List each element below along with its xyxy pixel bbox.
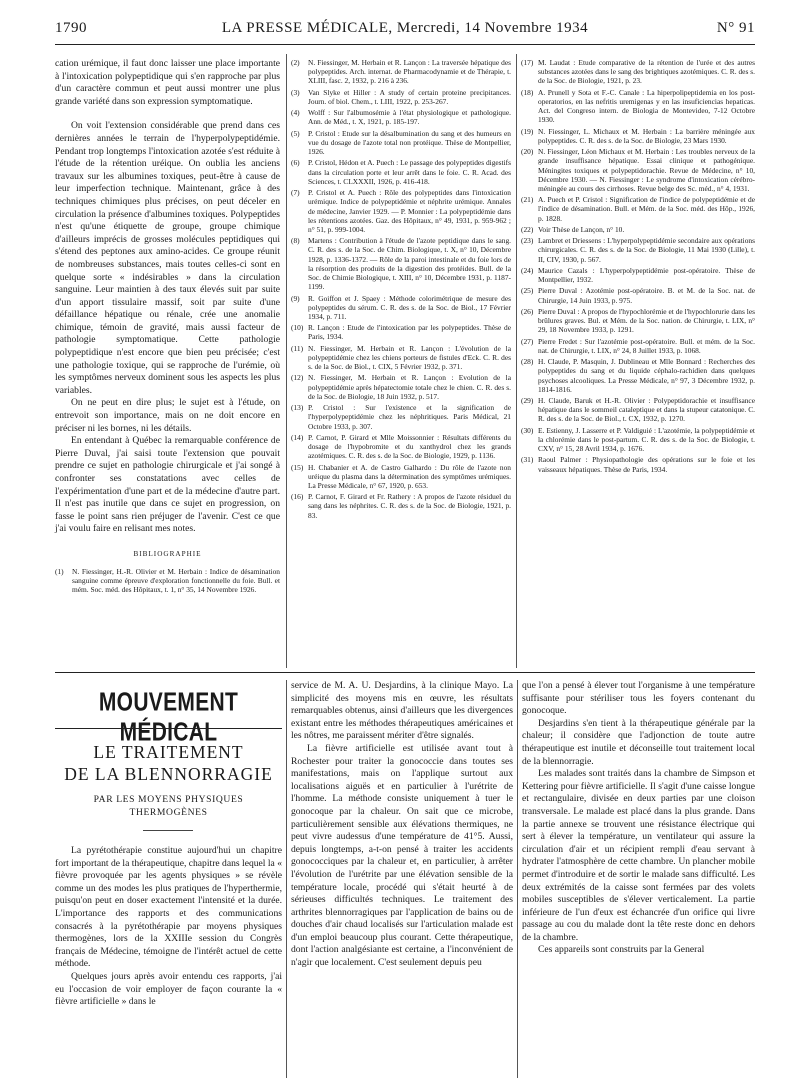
reference-number: (28) [521, 357, 534, 367]
reference-text: Wolff : Sur l'albumosémie à l'état physiologique et pathologique. Ann. de Méd., t. X, 1921, p. 185-197. [308, 108, 511, 127]
reference-number: (31) [521, 455, 534, 465]
reference-text: P. Carnot, F. Girard et Fr. Rathery : A propos de l'azote résiduel du sang dans les néphrites. C. R. des s. de la Soc. de Biologie, 1921, p. 83. [308, 492, 511, 520]
reference-item [521, 88, 755, 125]
paragraph: Ces appareils sont construits par la General [538, 944, 705, 956]
reference-number: (19) [521, 126, 534, 136]
reference-text: M. Laudat : Etude comparative de la rétention de l'urée et des autres substances azotées dans le sang des brightiques azotémiques. C. R. des s. de la Soc. de Biologie, 1921, p. 23. [538, 58, 755, 86]
reference-number: (13) [291, 403, 304, 413]
header-rule [55, 44, 755, 45]
title-divider [143, 830, 193, 831]
reference-text: Maurice Cazals : L'hyperpolypeptidémie post-opératoire. Thèse de Montpellier, 1932. [538, 265, 755, 285]
reference-text: A. Prunell y Sota et F.-C. Canale : La hiperpolipeptidemia en los post-operatorios, en las nefritis uremigenas y en las insuficiencias hepaticas. Act. del Congreso intern. de Biologia de Montevideo, 7-12 Octobre 1930. [538, 87, 755, 125]
reference-text: R. Lançon : Etude de l'intoxication par les polypeptides. Thèse de Paris, 1934. [308, 323, 511, 342]
reference-number: (25) [521, 286, 534, 296]
reference-number: (22) [521, 224, 534, 234]
reference-text: N. Fiessinger, M. Herbain et R. Lançon : Evolution de la polypeptidémie après hépatectomie totale chez le chien. C. R. des s. de la Soc. de Biologie, 18 Juin 1932, p. 517. [308, 373, 511, 401]
reference-item [291, 294, 511, 322]
reference-item [521, 396, 755, 424]
reference-number: (30) [521, 425, 534, 435]
reference-item [291, 129, 511, 157]
paragraph: service de M. A. U. Desjardins, à la clinique Mayo. La simplicité des moyens mis en œuvre, les résultats remarquables obtenus, ainsi d'ailleurs que les divergences existant entre les méthodes thérapeutiques américaines et les nôtres, me paraissent mériter d'être signalés. [291, 680, 513, 742]
reference-number: (16) [291, 492, 304, 502]
reference-text: N. Fiessinger, L. Michaux et M. Herbain : La barrière méningée aux polypeptides. C. R. des s. de la Soc. de Biologie, 23 Mars 1930. [538, 126, 755, 145]
journal-title: LA PRESSE MÉDICALE, Mercredi, 14 Novembre 1934 [221, 20, 589, 36]
reference-item [291, 188, 511, 234]
paragraph: que l'on a pensé à élever tout l'organisme à une température suffisante pour stériliser tous les foyers contenant du gonocoque. [522, 680, 755, 717]
reference-number: (7) [291, 188, 300, 198]
column-divider [286, 680, 287, 1078]
reference-number: (5) [291, 128, 300, 138]
reference-item [521, 266, 755, 284]
reference-number: (29) [521, 396, 534, 406]
reference-number: (3) [291, 87, 300, 97]
column-divider [517, 680, 518, 1078]
reference-number: (8) [291, 236, 300, 246]
section-title-rule [55, 728, 282, 729]
reference-item [521, 357, 755, 394]
reference-number: (17) [521, 58, 534, 67]
reference-number: (1) [55, 566, 64, 576]
reference-text: N. Fiessinger, M. Herbain et R. Lançon : La traversée hépatique des polypeptides. Arch. internat. de Pharmacodynamie et de Thérapie, t. XLIII, fasc. 2, 1932, p. 216 à 236. [308, 58, 511, 86]
article-middle-column [291, 680, 513, 970]
reference-number: (6) [291, 158, 300, 168]
reference-text: P. Cristol et A. Puech : Rôle des polypeptides dans l'intoxication urémique. Indice de polypeptidémie et néphrite urémique. Annales de médecine, Janvier 1929. — P. Monnier : La polypeptidémie dans les rétentions azotées. Gaz. des Hôpitaux, n° 49, 1931, p. 959-962 ; n° 51, p. 999-1004. [308, 188, 511, 234]
reference-item [291, 323, 511, 341]
reference-number: (20) [521, 147, 534, 157]
references-middle-column [291, 58, 511, 522]
reference-number: (23) [521, 236, 534, 246]
reference-text: A. Puech et P. Cristol : Signification de l'indice de polypeptidémie et de l'indice de désamination. Bull. et Mém. de la Soc. méd. des Hôp., 1926, p. 1828. [538, 195, 755, 223]
reference-text: Martens : Contribution à l'étude de l'azote peptidique dans le sang. C. R. des s. de la Soc. de Chim. Biologique, t. X, n° 10, Décembre 1928, p. 1336-1372. — Rôle de la paroi intestinale et du foie lors de la résorption des produits de la digestion des protéides. Bull. de la Soc. de Chimie Biologique, t. XIII, n° 10, Décembre 1931, p. 1187-1199. [308, 236, 511, 292]
reference-text: Raoul Palmer : Physiopathologie des opérations sur le foie et les vaisseaux hépatiques. Thèse de Paris, 1934. [538, 455, 755, 474]
page-header [55, 12, 755, 42]
issue-number: N° 91 [716, 20, 755, 36]
paragraph: Desjardins s'en tient à la thérapeutique générale par la chaleur; il considère que l'adjonction de toute autre thérapeutique est inutile et déconseille tout traitement local de la blennorragie. [522, 717, 755, 767]
reference-text: Lambret et Driessens : L'hyperpolypeptidémie secondaire aux opérations chirurgicales. C. R. des s. de la Soc. de Biologie, 11 Mai 1930 (Lille), t. II, CIV, 1930, p. 567. [538, 236, 755, 264]
reference-number: (26) [521, 306, 534, 316]
reference-item [291, 492, 511, 520]
reference-text: H. Chabanier et A. de Castro Galhardo : Du rôle de l'azote non uréique du plasma dans la détermination des symptômes urémiques. La Presse Médicale, n° 67, 1920, p. 653. [308, 462, 511, 490]
reference-item [291, 108, 511, 126]
top-left-column [55, 58, 280, 596]
article-title-line2: DE LA BLENNORRAGIE [64, 764, 273, 784]
reference-item [521, 225, 755, 234]
reference-item [521, 307, 755, 335]
paragraph: Quelques jours après avoir entendu ces rapports, j'ai eu l'occasion de voir employer de façon courante la « fièvre artificielle » dans le [55, 970, 282, 1008]
paragraph: La fièvre artificielle est utilisée avant tout à Rochester pour traiter la gonococcie dans toutes ses manifestations, mais on l'applique surtout aux localisations aiguës et en particulier à l'urétrite de l'homme. La méthode consiste uniquement à tuer le gonocoque par la chaleur. On sait que ce microbe, particulièrement sensible aux élévations thermiques, ne peut vivre audessus d'une température de 41°5. Aussi, depuis longtemps, a-t-on pensé à traiter les accidents gonococciques par la chaleur et, en particulier, à arrêter l'évolution de l'urétrite par une élévation sensible de la température locale, procédé qui s'était heurté à de sérieuses difficultés techniques. Le traitement des arthrites blennorragiques par l'application de bains ou de douches d'air chaud localisés sur l'articulation malade est d'un emploi beaucoup plus courant. Cette thérapeutique, dont l'action analgésiante est certaine, a l'inconvénient de n'agir que localement. C'est seulement depuis peu [291, 742, 513, 969]
reference-text: Van Slyke et Hiller : A study of certain proteine precipitances. Journ. of biol. Chem., t. LIII, 1922, p. 253-267. [308, 87, 511, 106]
reference-number: (18) [521, 87, 534, 97]
reference-text: P. Carnot, P. Girard et Mlle Moissonnier : Résultats différents du dosage de l'hypobromite et du xanthydrol chez les grands azotémiques. C. R. des s. de la Soc. de Biologie, 1929, p. 1136. [308, 432, 511, 461]
reference-item [521, 455, 755, 473]
reference-text: H. Claude, Baruk et H.-R. Olivier : Polypeptidorachie et insuffisance hépatique dans le sommeil cataleptique et dans la stupeur catatonique. C. R. des s. de la Soc. de Biol., t. CX, 1932, p. 1270. [538, 396, 755, 424]
reference-item [291, 403, 511, 431]
reference-text: N. Fiessinger, M. Herbain et R. Lançon : L'évolution de la polypeptidémie chez les chiens porteurs de fistules d'Eck. C. R. des s. de la Soc. de Biol., t. CIX, 5 Février 1932, p. 371. [308, 343, 511, 372]
paragraph: Les malades sont traités dans la chambre de Simpson et Kettering pour fièvre artificielle. Il s'agit d'une caisse longue et rectangulaire, divisée en deux parties par une cloison transversale. Le malade est placé dans la plus grande. Dans la partie annexe se trouvent une résistance électrique qui sert à élever la température, un ventilateur qui assure la circulation d'air et un récipient rempli d'eau servant à hydrater l'atmosphère de cette chambre. Un plancher mobile permet d'introduire et de sortir le malade sans difficulté. Les deux extrémités de la caisse sont fermées par des volets mobiles susceptibles de s'élever verticalement. La partie inférieure de l'un d'eux est échancrée d'un orifice qui livre passage au cou du malade dont la tête reste donc en dehors de la chambre. [522, 768, 755, 943]
article-left-column [55, 845, 282, 1009]
article-subtitle-line2: THERMOGÈNES [129, 807, 208, 818]
references-right-column [521, 58, 755, 476]
reference-item [291, 463, 511, 491]
reference-text: Pierre Duval : A propos de l'hypochlorémie et de l'hypochlorurie dans les brûlures graves. Bul. et Mém. de la Soc. nation. de Chirurgie, t. LIX, n° 29, 18 Novembre 1933, p. 1291. [538, 306, 755, 335]
reference-text: R. Goiffon et J. Spaey : Méthode colorimétrique de mesure des polypeptides du sérum. C. R. des s. de la Soc. de Biol., 17 Février 1934, p. 711. [308, 293, 511, 321]
reference-item [291, 58, 511, 86]
reference-item [521, 147, 755, 193]
article-subtitle-line1: PAR LES MOYENS PHYSIQUES [93, 794, 244, 805]
reference-number: (24) [521, 265, 534, 275]
reference-item [291, 236, 511, 291]
paragraph: On voit l'extension considérable que prend dans ces dernières années le terrain de l'hyperpolypeptidémie. Pendant trop longtemps l'intoxication azotée s'est réduite à l'étude de la rétention uréique. On oublia les anciens travaux sur les albumines toxiques, peut-être à cause de leur imperfection technique. Maintenant, grâce à des techniques chimiques plus précises, on peut déceler en circulation la présence d'albumines toxiques. Polypeptides n'est qu'une étiquette de groupe, groupe chimique d'ailleurs imprécis de grosses molécules peptidiques qui s'étend des peptones aux amino-acides. Ce groupe réunit de nombreuses substances, mais toutes celles-ci sont en quelque sorte « indésirables » dans la circulation sanguine. Leur maintien à des taux élevés suit par suite d'un apport tissulaire massif, soit par suite d'une défaillance hépatique ou rénale, crée une anomalie chimique, témoin de gravité, mais aussi facteur de pathologie symptomatique. Cette pathologie polypeptidique n'est encore que bien peu précisée; c'est une pathologie toxique, qui se rapproche de l'urémie, où les symptômes nerveux dominent sous les aspects les plus variables. [55, 120, 280, 396]
reference-item [55, 567, 280, 595]
reference-item [521, 127, 755, 145]
reference-text: H. Claude, P. Masquin, J. Dublineau et Mlle Bonnard : Recherches des polypeptides du sang et du liquide céphalo-rachidien dans quelques psychoses alcooliques. La Presse Médicale, n° 97, 3 Décembre 1932, p. 1814-1816. [538, 357, 755, 394]
reference-number: (27) [521, 336, 534, 346]
page-number: 1790 [55, 20, 87, 36]
reference-number: (2) [291, 58, 300, 67]
reference-item [521, 58, 755, 86]
section-title: MOUVEMENT MÉDICAL [98, 688, 239, 747]
paragraph: La pyrétothérapie constitue aujourd'hui un chapitre fort important de la thérapeutique, chapitre dans lequel la « fièvre provoquée par les agents physiques » se révèle comme un des modes les plus pratiques de l'hyperthermie, puisqu'on peut en doser exactement l'intensité et la durée. L'importance des rapports et des communications consacrés à la pyrétothérapie par moyens physiques thermogènes, lors de la XXIIIe session du Congrès français de Médecine, témoigne de l'intérêt actuel de cette méthode. [55, 845, 282, 970]
reference-item [521, 236, 755, 264]
reference-number: (14) [291, 432, 304, 442]
reference-number: (9) [291, 293, 300, 303]
column-divider [286, 54, 287, 668]
paragraph: cation urémique, il faut donc laisser une place importante à l'intoxication polypeptidique qui s'en rapproche par plus d'un caractère commun et peut aussi montrer une plus grande variété dans son expression symptomatique. [55, 58, 280, 107]
reference-text: P. Cristol, Hédon et A. Puech : Le passage des polypeptides digestifs dans la circulation porte et leur arrêt dans le foie. C. R. Acad. des Sciences, t. CLXXXII, 1926, p. 416-418. [308, 158, 511, 186]
column-divider [516, 54, 517, 668]
reference-item [521, 286, 755, 304]
reference-text: Voir Thèse de Lançon, n° 10. [538, 224, 625, 234]
reference-number: (21) [521, 195, 534, 205]
reference-item [291, 88, 511, 106]
reference-text: Pierre Duval : Azotémie post-opératoire. B. et M. de la Soc. nat. de Chirurgie, 14 Juin 1933, p. 975. [538, 286, 755, 305]
reference-text: E. Estienny, J. Lasserre et P. Valdiguié : L'azotémie, la polypeptidémie et la chlorémie dans le post-partum. C. R. des s. de la Soc. de Biologie, t. CXV, n° 15, 28 Avril 1934, p. 1676. [538, 425, 755, 454]
reference-item [291, 373, 511, 401]
reference-number: (4) [291, 108, 300, 118]
reference-item [521, 426, 755, 454]
reference-text: Pierre Fredet : Sur l'azotémie post-opératoire. Bull. et mém. de la Soc. nat. de Chirurgie, t. LIX, n° 24, 8 Juillet 1933, p. 1068. [538, 336, 755, 355]
reference-text: P. Cristol : Sur l'existence et la signification de l'hyperpolypeptidémie chez les néphritiques. Paris Médical, 21 Octobre 1933, p. 307. [308, 403, 511, 431]
article-title-line1: LE TRAITEMENT [93, 742, 244, 762]
reference-number: (15) [291, 462, 304, 472]
paragraph: On ne peut en dire plus; le sujet est à l'étude, on entrevoit son importance, mais on ne doit encore en préciser ni les bornes, ni les détails. [55, 397, 280, 434]
reference-text: N. Fiessinger, H.-R. Olivier et M. Herbain : Indice de désamination sanguine comme épreuve d'exploration fonctionnelle du foie. Bull. et mém. Soc. méd. des Hôpitaux, t. 1, n° 35, 14 Novembre 1926. [72, 566, 280, 594]
reference-number: (10) [291, 323, 304, 333]
paragraph: En entendant à Québec la remarquable conférence de Pierre Duval, j'ai saisi toute l'extension que pouvait prendre ce sujet en pathologie chirurgicale et j'ai songé à confronter ses constatations avec celles de l'expérimentation d'une part et de la médecine d'autre part. Il n'est pas inutile que dans ce sujet en progression, on fasse le point sans rien préjuger de l'avenir. C'est ce que j'ai voulu faire en relisant mes notes. [55, 435, 280, 535]
reference-item [521, 195, 755, 223]
reference-item [291, 344, 511, 372]
reference-text: P. Cristol : Etude sur la désalbumination du sang et des humeurs en vue du dosage de l'azote total non protéique. Thèse de Montpellier, 1926. [308, 128, 511, 157]
reference-number: (11) [291, 343, 304, 353]
reference-item [291, 158, 511, 186]
reference-text: N. Fiessinger, Léon Michaux et M. Herbain : Les troubles nerveux de la grande insuffisance hépatique. Essai clinique et pathogénique. Méningites toxiques et polypeptidorachie. Revue de Médecine, n° 10, Décembre 1930. — N. Fiessinger : Le syndrome d'intoxication cérébro-méningée au cours des cirrhoses. Revue belge des Sc. méd., n° 4, 1931. [538, 147, 755, 193]
article-right-column [522, 680, 755, 957]
reference-item [291, 433, 511, 461]
reference-number: (12) [291, 373, 304, 383]
reference-item [521, 337, 755, 355]
bibliography-heading: BIBLIOGRAPHIE [133, 549, 202, 558]
section-rule [55, 672, 755, 673]
